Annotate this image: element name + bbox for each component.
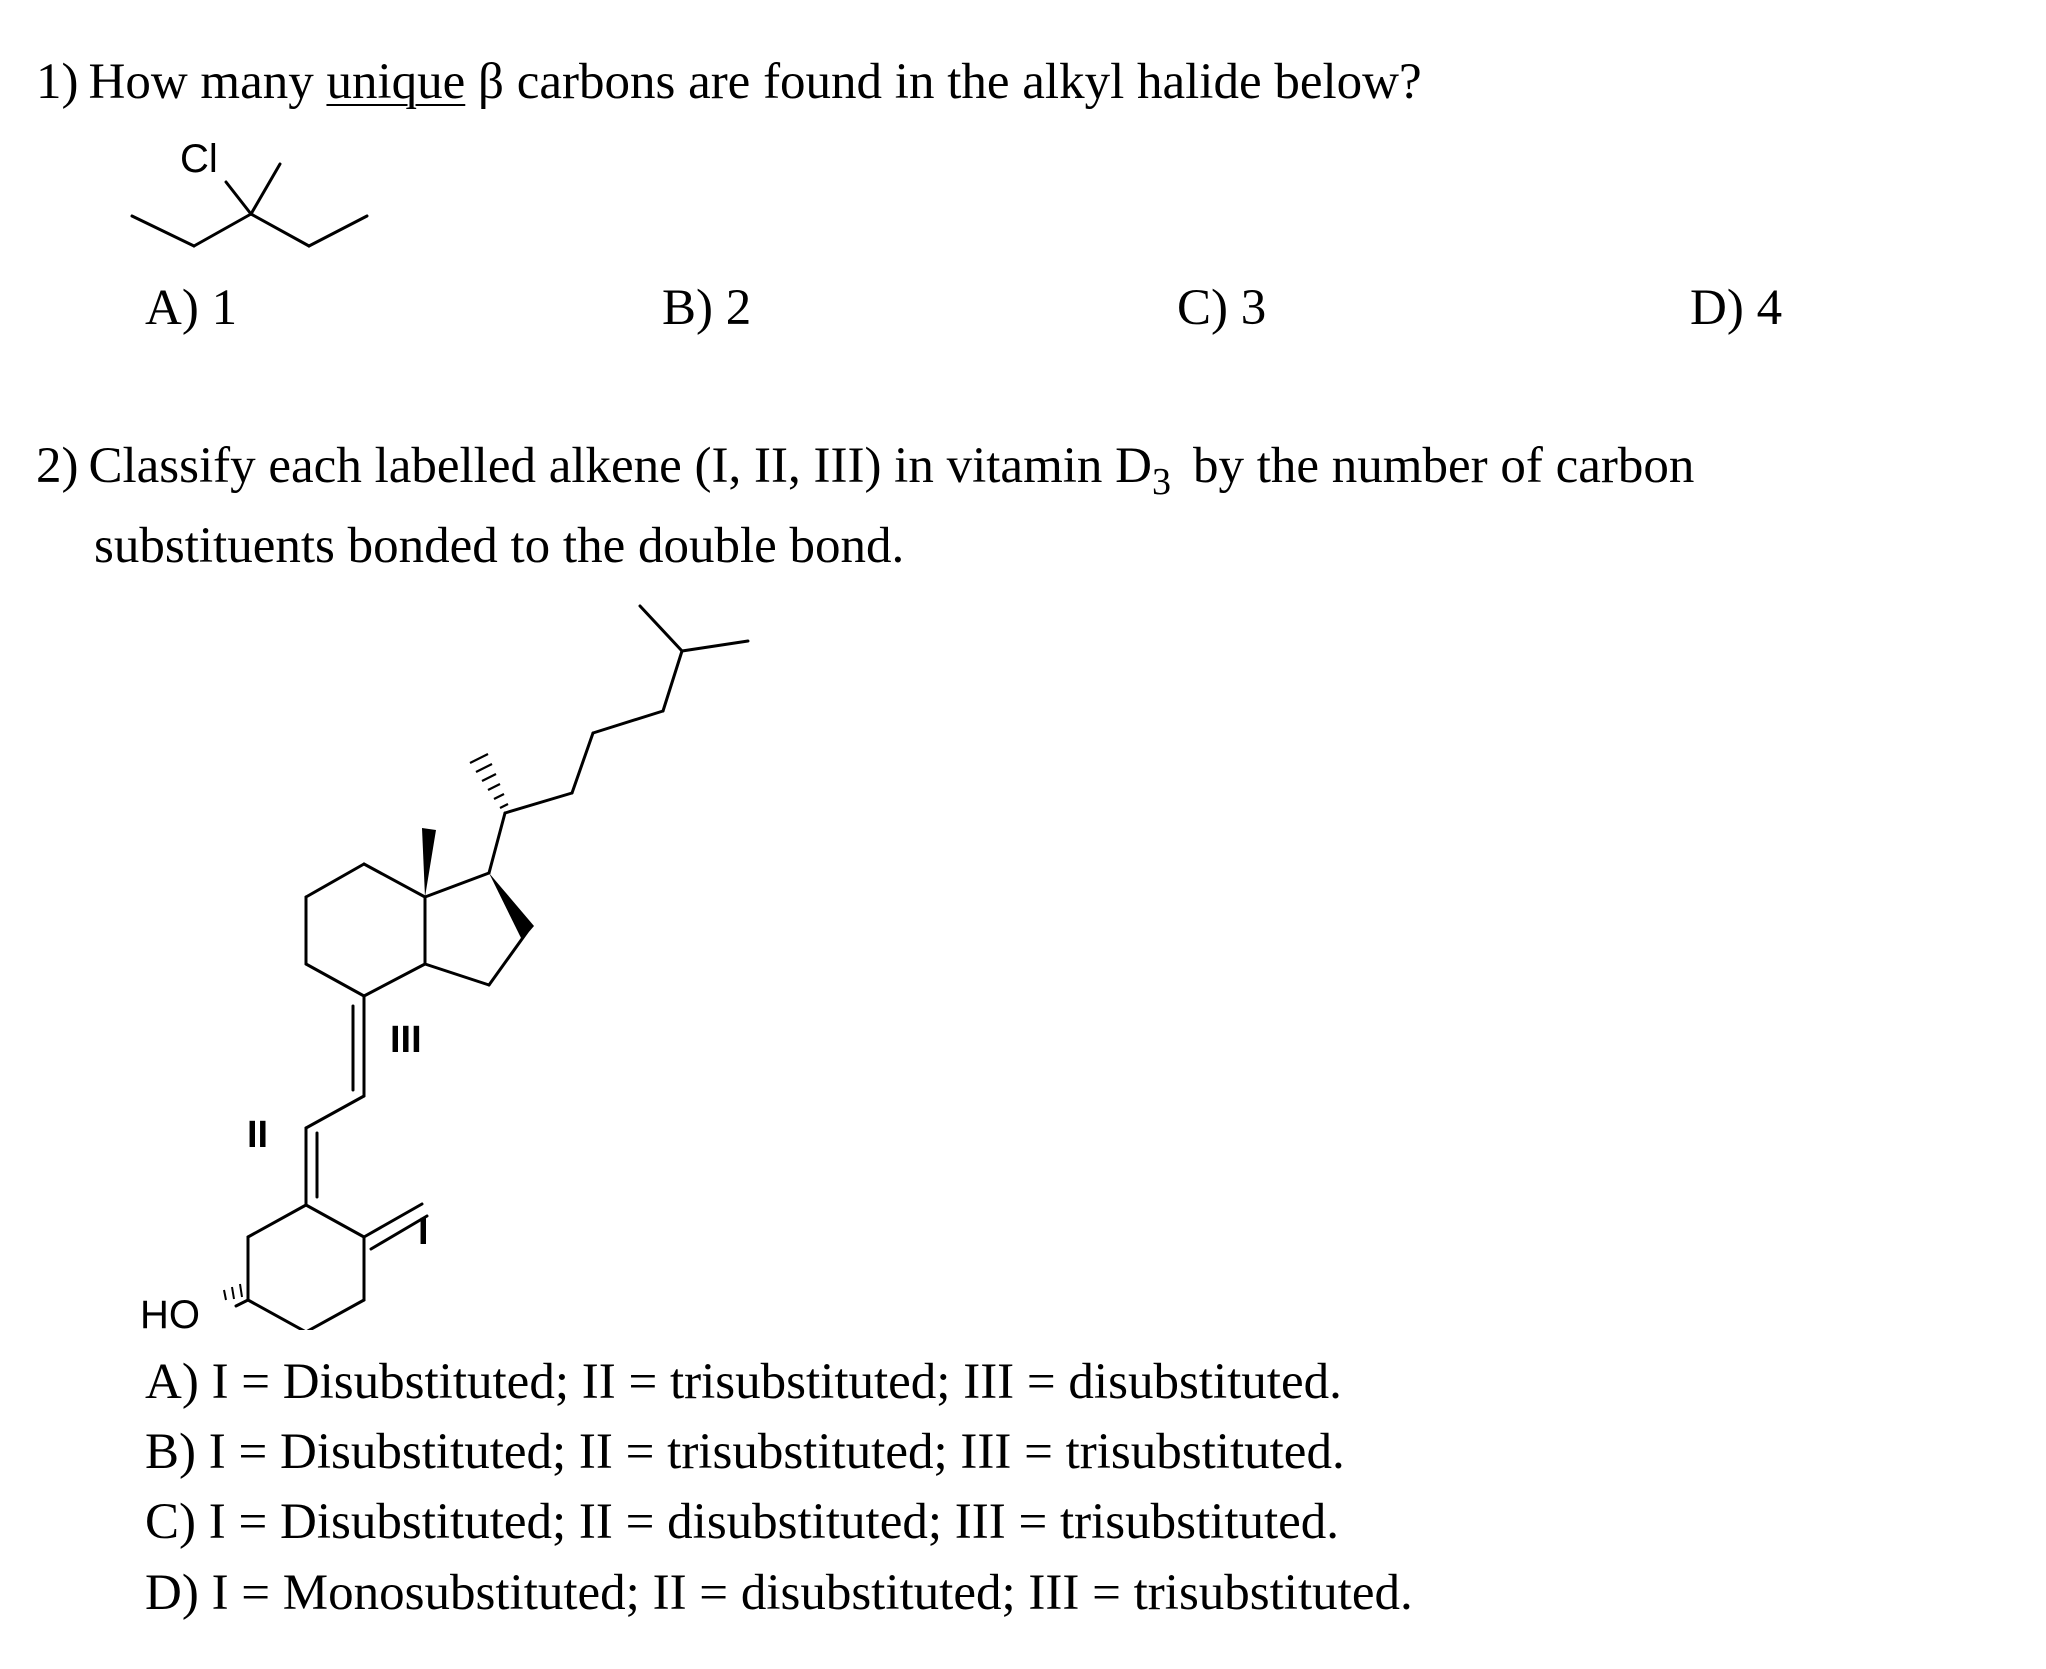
bond [489, 932, 527, 985]
question-2-text-line-1 [36, 436, 1695, 503]
question-1-number: 1) [36, 54, 79, 110]
bond [682, 641, 748, 651]
bond [593, 711, 663, 733]
bond [248, 1300, 306, 1330]
hydroxyl-label: HO [140, 1293, 200, 1330]
bond [306, 1300, 364, 1330]
bond [236, 1300, 248, 1306]
bond [425, 873, 489, 897]
bond [306, 864, 364, 897]
question-2-option-a[interactable]: A) I = Disubstituted; II = trisubstituted; III = disubstituted. [145, 1354, 1342, 1410]
hashed-bond [224, 1284, 242, 1300]
question-1-text-before: How many [88, 54, 314, 110]
bond [572, 733, 593, 793]
alkene-label-iii: III [390, 1019, 422, 1061]
bond [489, 813, 505, 873]
question-1-underlined-word: unique [326, 54, 466, 110]
wedge-bond [422, 828, 436, 897]
bond [194, 214, 251, 246]
question-2-option-d[interactable]: D) I = Monosubstituted; II = disubstituted; III = trisubstituted. [145, 1565, 1413, 1621]
bond [248, 1205, 306, 1237]
question-2-text-line-2: substituents bonded to the double bond. [94, 518, 905, 574]
bond [425, 964, 489, 985]
bond [226, 182, 251, 214]
bond [663, 651, 682, 711]
question-2-number: 2) [36, 438, 79, 494]
bond [640, 606, 682, 651]
bond [132, 216, 194, 246]
alkene-label-ii: II [247, 1114, 269, 1156]
question-1-text [36, 52, 1422, 112]
bond [306, 1205, 364, 1237]
bond [306, 964, 364, 996]
bond [309, 216, 367, 246]
bond [251, 164, 280, 214]
bond [364, 864, 425, 897]
bond [364, 964, 425, 996]
wedge-bond [489, 873, 534, 940]
question-1-choice-b[interactable]: B) 2 [662, 280, 752, 336]
bond [251, 214, 309, 246]
chlorine-label: Cl [180, 137, 218, 181]
question-1-choice-d[interactable]: D) 4 [1690, 280, 1783, 336]
vitamin-d3-structure [120, 590, 800, 1330]
alkene-label-i: I [418, 1211, 429, 1253]
question-2-text-before: Classify each labelled alkene (I, II, III) in vitamin D [88, 438, 1152, 494]
bond [505, 793, 572, 813]
bond [306, 1096, 364, 1128]
question-1-text-after: β carbons are found in the alkyl halide below? [478, 54, 1422, 110]
alkyl-halide-structure [120, 128, 380, 268]
question-1-choice-c[interactable]: C) 3 [1177, 280, 1267, 336]
question-2-option-b[interactable]: B) I = Disubstituted; II = trisubstituted; III = trisubstituted. [145, 1424, 1345, 1480]
hashed-bond [470, 754, 508, 808]
question-2-text-after: by the number of carbon [1193, 438, 1695, 494]
bond [364, 1204, 422, 1237]
question-1-choice-a[interactable]: A) 1 [145, 280, 238, 336]
question-2-subscript: 3 [1152, 461, 1171, 503]
question-2-option-c[interactable]: C) I = Disubstituted; II = disubstituted; III = trisubstituted. [145, 1494, 1340, 1550]
